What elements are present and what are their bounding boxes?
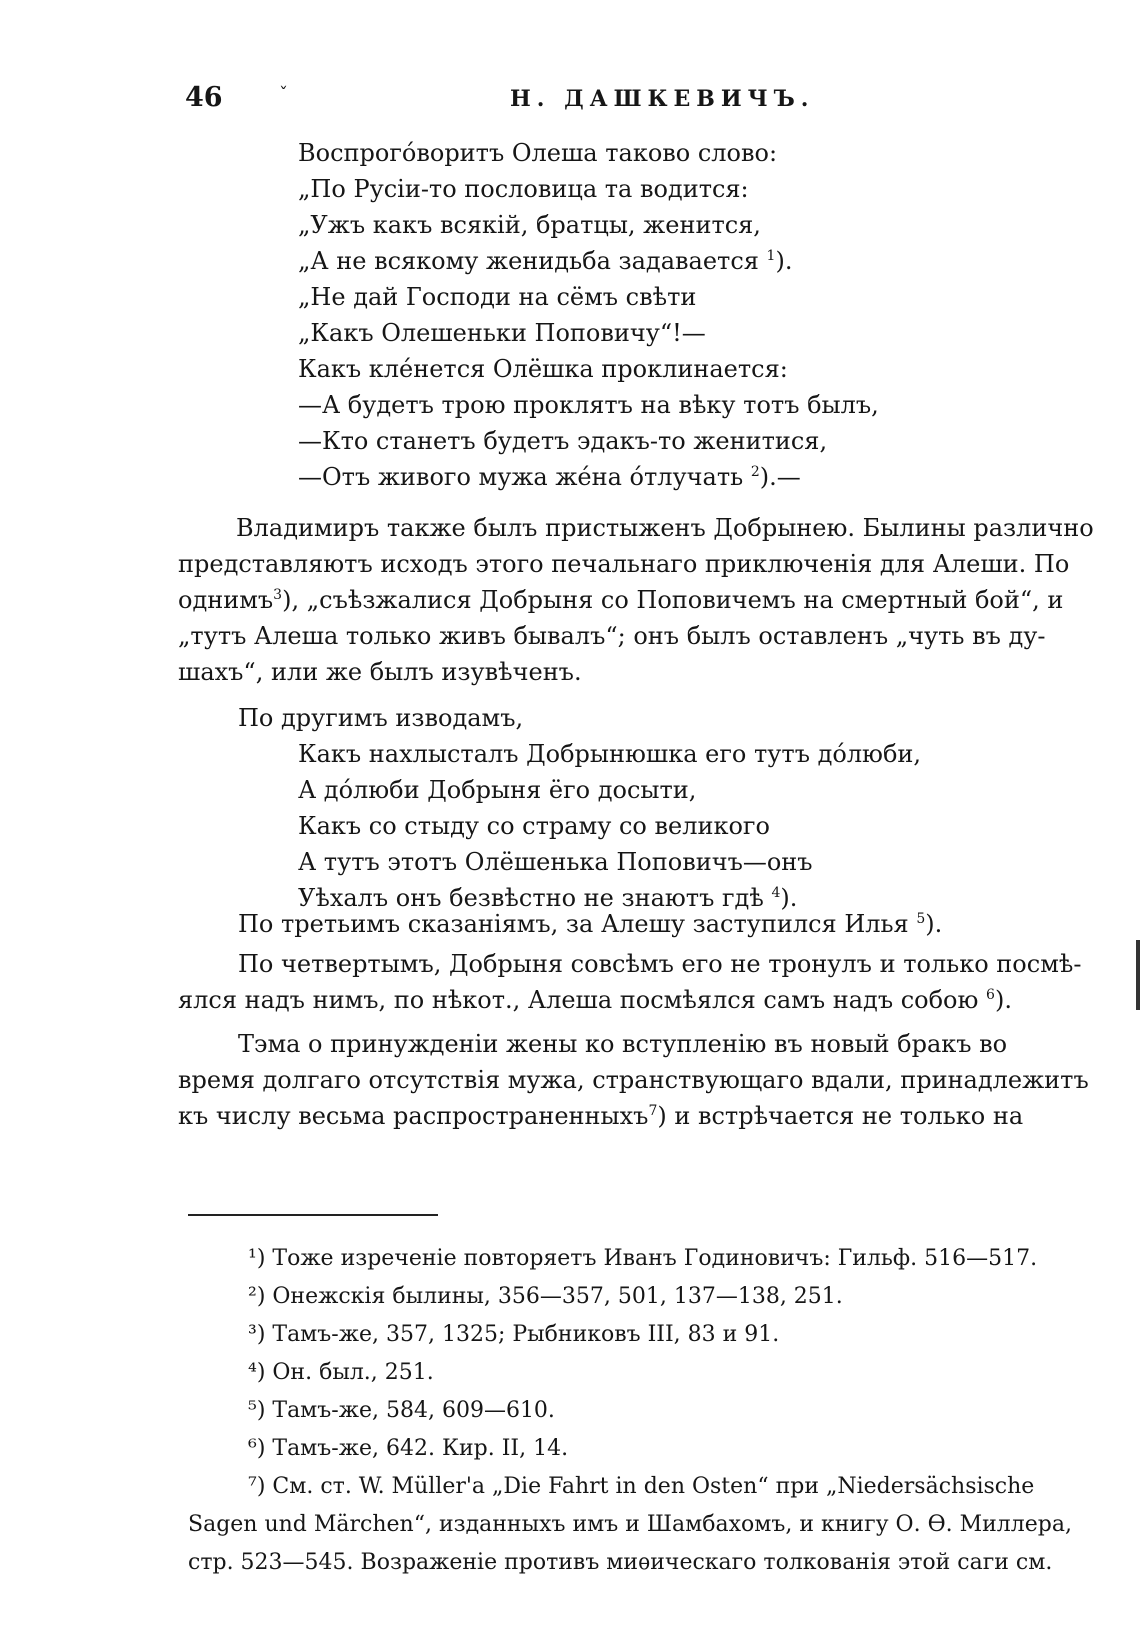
running-head: Н. ДАШКЕВИЧЪ. bbox=[510, 86, 815, 112]
paragraph-4 bbox=[178, 1026, 1089, 1134]
footnote: ⁴) Он. был., 251. bbox=[248, 1360, 434, 1385]
verse-line: „Не дай Господи на сёмъ свѣти bbox=[298, 283, 697, 311]
printer-mark: ˇ bbox=[279, 84, 288, 105]
verse-intro: По другимъ изводамъ, bbox=[238, 704, 524, 732]
verse-line: —А будетъ трою проклятъ на вѣку тотъ былъ, bbox=[298, 391, 879, 419]
footnote-ref: 1 bbox=[766, 248, 776, 264]
verse-line: „Ужъ какъ всякій, братцы, женится, bbox=[298, 211, 761, 239]
verse-line: А тутъ этотъ Олёшенька Поповичъ—онъ bbox=[298, 848, 813, 876]
footnote-divider bbox=[188, 1214, 438, 1216]
page-header bbox=[185, 82, 1045, 118]
paragraph-3 bbox=[178, 946, 1082, 1018]
footnote: ²) Онежскія былины, 356—357, 501, 137—138, 251. bbox=[248, 1284, 843, 1309]
text-line: ялся надъ нимъ, по нѣкот., Алеша посмѣялся самъ надъ собою $^6$). bbox=[178, 986, 1012, 1014]
text-line: шахъ“, или же былъ изувѣченъ. bbox=[178, 658, 582, 686]
footnote-ref: 4 bbox=[771, 885, 781, 901]
verse-block-2 bbox=[298, 736, 921, 916]
text-line: „тутъ Алеша только живъ бывалъ“; онъ былъ оставленъ „чуть въ ду- bbox=[178, 622, 1046, 650]
text-line: къ числу весьма распространенныхъ$^7$) и встрѣчается не только на bbox=[178, 1102, 1024, 1130]
text-line: По четвертымъ, Добрыня совсѣмъ его не тронулъ и только посмѣ- bbox=[238, 950, 1082, 978]
verse-line: „По Русіи-то пословица та водится: bbox=[298, 175, 749, 203]
verse-line: —Отъ живого мужа жéна όтлучать $^2$).— bbox=[298, 463, 801, 491]
verse-line: А дόлюби Добрыня ёго досыти, bbox=[298, 776, 697, 804]
verse-line: Воспрогόворитъ Олеша таково слово: bbox=[298, 139, 778, 167]
footnote: ¹) Тоже изреченіе повторяетъ Иванъ Годиновичъ: Гильф. 516—517. bbox=[248, 1246, 1038, 1271]
text-line: представляютъ исходъ этого печальнаго приключенія для Алеши. По bbox=[178, 550, 1070, 578]
footnote-ref: 6 bbox=[986, 987, 995, 1003]
verse-line: „Какъ Олешеньки Поповичу“!— bbox=[298, 319, 706, 347]
text-line: время долгаго отсутствія мужа, странствующаго вдали, принадлежитъ bbox=[178, 1066, 1089, 1094]
text-line: Тэма о принужденіи жены ко вступленію въ новый бракъ во bbox=[238, 1030, 1008, 1058]
footnote-continuation: стр. 523—545. Возраженіе противъ миѳическаго толкованія этой саги см. bbox=[188, 1550, 1053, 1575]
verse-line: Уѣхалъ онъ безвѣстно не знаютъ гдѣ $^4$). bbox=[298, 884, 798, 912]
footnote-continuation: Sagen und Märchen“, изданныхъ имъ и Шамбахомъ, и книгу О. Ѳ. Миллера, bbox=[188, 1512, 1072, 1537]
verse-line: Какъ со стыду со страму со великого bbox=[298, 812, 770, 840]
footnote: ⁷) См. ст. W. Müller'a „Die Fahrt in den Osten“ при „Niedersächsische bbox=[248, 1474, 1035, 1499]
footnotes bbox=[188, 1240, 1072, 1582]
verse-block-1 bbox=[298, 135, 879, 495]
page-number: 46 bbox=[185, 82, 223, 113]
paragraph-2 bbox=[238, 906, 998, 942]
verse-line: „А не всякому женидьба задавается $^1$). bbox=[298, 247, 793, 275]
text-line: Владимиръ также былъ пристыженъ Добрынею. Былины различно bbox=[236, 514, 1094, 542]
footnote-ref: 5 bbox=[916, 911, 926, 927]
paragraph-1 bbox=[178, 510, 1094, 690]
footnote-ref: 2 bbox=[750, 464, 760, 480]
verse-line: Какъ нахлысталъ Добрынюшка его тутъ дόлюби, bbox=[298, 740, 922, 768]
footnote: ³) Тамъ-же, 357, 1325; Рыбниковъ III, 83 и 91. bbox=[248, 1322, 780, 1347]
footnote-ref: 3 bbox=[273, 587, 283, 603]
verse-line: Какъ клéнется Олёшка проклинается: bbox=[298, 355, 788, 383]
footnote-ref: 7 bbox=[648, 1103, 658, 1119]
footnote: ⁵) Тамъ-же, 584, 609—610. bbox=[248, 1398, 555, 1423]
verse-line: —Кто станетъ будетъ эдакъ-то женитися, bbox=[298, 427, 828, 455]
text-line: По третьимъ сказаніямъ, за Алешу заступился Илья $^5$). bbox=[238, 910, 943, 938]
footnote: ⁶) Тамъ-же, 642. Кир. II, 14. bbox=[248, 1436, 569, 1461]
scan-edge-mark bbox=[1136, 940, 1140, 1010]
text-line: однимъ$^3$), „съѣзжалися Добрыня со Поповичемъ на смертный бой“, и bbox=[178, 586, 1064, 614]
